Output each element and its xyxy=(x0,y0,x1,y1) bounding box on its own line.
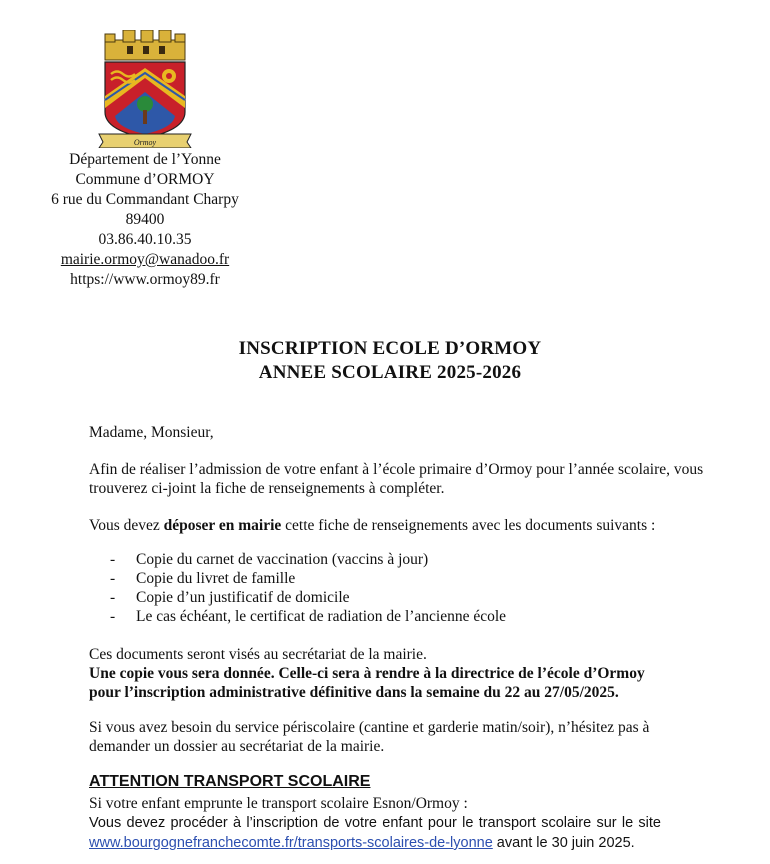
transport-condition: Si votre enfant emprunte le transport scolaire Esnon/Ormoy : xyxy=(89,795,468,812)
paragraph-deposit: Vous devez déposer en mairie cette fiche de renseignements avec les documents suivants : xyxy=(89,517,656,534)
greeting: Madame, Monsieur, xyxy=(89,424,214,441)
street-address: 6 rue du Commandant Charpy xyxy=(51,191,239,208)
transport-instructions: Vous devez procéder à l’inscription de votre enfant pour le transport scolaire sur le site www.bourgognefranchecomte.fr/transports-scolaires-de-lyonne avant le 30 juin 2025. xyxy=(89,815,661,851)
transport-registration-link[interactable]: www.bourgognefranchecomte.fr/transports-scolaires-de-lyonne xyxy=(89,835,493,851)
required-documents-list xyxy=(110,550,506,626)
commune: Commune d’ORMOY xyxy=(75,171,215,188)
copy-instructions: Une copie vous sera donnée. Celle-ci sera à rendre à la directrice de l’école d’Ormoy xyxy=(89,665,645,682)
registration-deadline: pour l’inscription administrative définitive dans la semaine du 22 au 27/05/2025. xyxy=(89,684,619,701)
phone-number: 03.86.40.10.35 xyxy=(98,231,192,248)
mural-crown xyxy=(105,30,185,60)
document-title xyxy=(0,337,770,385)
paragraph-periscolaire: Si vous avez besoin du service périscolaire (cantine et garderie matin/soir), n’hésitez pas à demander un dossier au secrétariat de la mairie. xyxy=(89,719,650,755)
email-link[interactable]: mairie.ormoy@wanadoo.fr xyxy=(60,251,230,268)
transport-heading: ATTENTION TRANSPORT SCOLAIRE xyxy=(89,773,371,790)
mairie-address-block xyxy=(30,150,260,290)
list-item: - Copie d’un justificatif de domicile xyxy=(110,589,350,606)
list-item: - Le cas échéant, le certificat de radiation de l’ancienne école xyxy=(110,608,507,625)
paragraph-admission: Afin de réaliser l’admission de votre enfant à l’école primaire d’Ormoy pour l’année scolaire, vous trouverez ci-joint la fiche de renseignements à compléter. xyxy=(89,461,704,497)
website: https://www.ormoy89.fr xyxy=(70,271,220,288)
deposit-emphasis: déposer en mairie xyxy=(163,517,282,534)
title-line-2: ANNEE SCOLAIRE 2025-2026 xyxy=(258,362,522,383)
postal-code: 89400 xyxy=(125,211,165,228)
list-item: - Copie du carnet de vaccination (vaccins à jour) xyxy=(110,551,429,568)
department: Département de l’Yonne xyxy=(69,151,221,168)
svg-text:Ormoy: Ormoy xyxy=(133,138,157,147)
ormoy-coat-of-arms xyxy=(93,30,197,148)
title-line-1: INSCRIPTION ECOLE D’ORMOY xyxy=(238,338,542,359)
paragraph-validation: Ces documents seront visés au secrétariat de la mairie. Une copie vous sera donnée. Celle-ci sera à rendre à la directrice de l’école d’Ormoy pour l’inscription administrative définitive dans la semaine du 22 au 27/05/2025. xyxy=(89,645,729,702)
list-item: - Copie du livret de famille xyxy=(110,570,296,587)
